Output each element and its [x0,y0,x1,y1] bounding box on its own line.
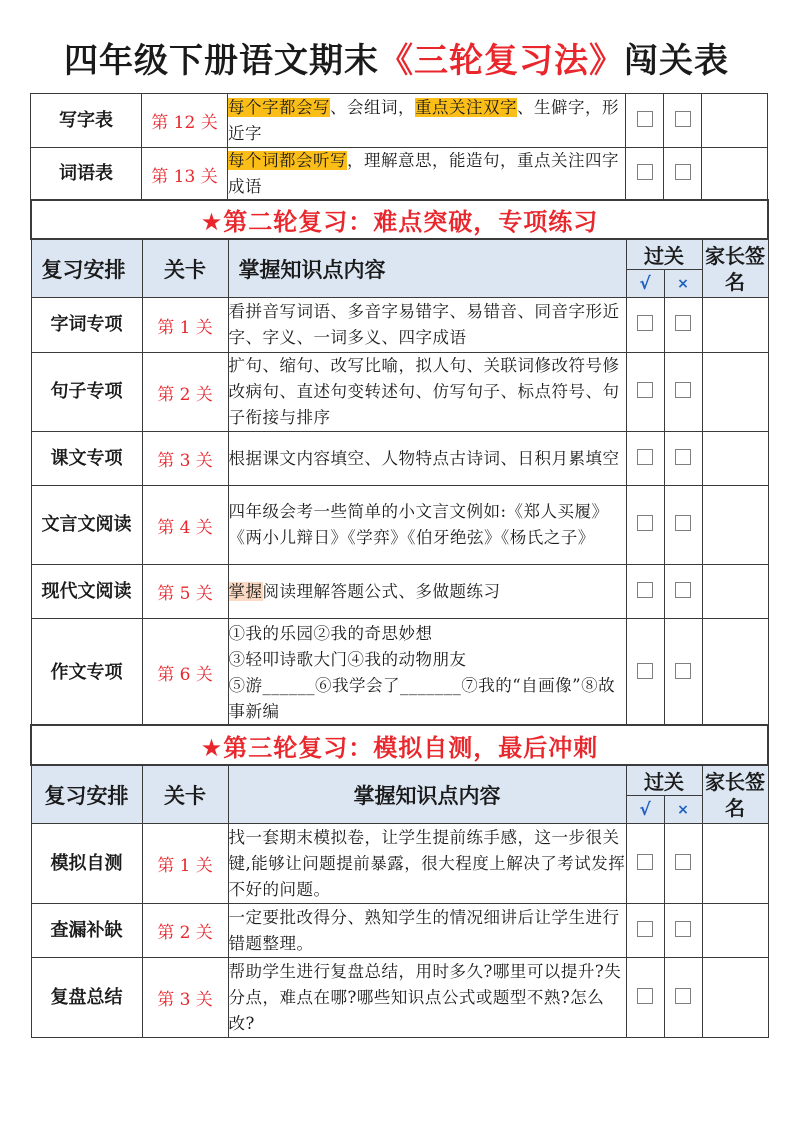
content-text: 看拼音写词语、多音字易错字、易错音、同音字形近字、字义、一词多义、四字成语 [228,302,620,347]
content-cell [228,904,626,958]
fail-checkbox[interactable] [675,449,691,465]
fail-checkbox-cell [664,565,702,619]
pass-checkbox[interactable] [637,315,653,331]
content-text: 找一套期末模拟卷，让学生提前练手感，这一步很关键,能够让问题提前暴露，很大程度上解决了考试发挥不好的问题。 [228,827,626,899]
header-arrange: 复习安排 [31,239,142,298]
pass-checkbox[interactable] [637,449,653,465]
content-text: 四年级会考一些简单的小文言文例如:《郑人买履》《两小儿辩日》《学弈》《伯牙绝弦》《杨氏之子》 [228,502,609,547]
fail-checkbox-cell [664,904,702,958]
header-no: × [664,796,702,824]
header-content: 掌握知识点内容 [228,765,626,824]
level-cell: 第 3 关 [142,958,228,1038]
parent-signature-cell[interactable] [702,486,768,565]
highlighted-text: 重点关注双字 [415,97,517,117]
content-text: 扩句、缩句、改写比喻，拟人句、关联词修改符号修改病句、直述句变转述句、仿写句子、标点符号、句子衔接与排序 [228,356,620,427]
pass-checkbox-cell [626,298,664,353]
header-ok: √ [626,796,664,824]
parent-signature-cell[interactable] [702,958,768,1038]
arrange-cell: 作文专项 [31,619,142,727]
fail-checkbox-cell [664,486,702,565]
highlighted-text: 每个字都会写 [228,97,330,117]
header-level: 关卡 [142,239,228,298]
arrange-cell: 模拟自测 [31,824,142,904]
fail-checkbox-cell [664,432,702,486]
level-cell: 第 4 关 [142,486,228,565]
table-row [31,904,768,958]
pass-checkbox-cell [626,148,664,201]
pass-checkbox-cell [626,94,664,148]
round2-table [30,199,769,727]
content-text: 帮助学生进行复盘总结，用时多久?哪里可以提升?失分点，难点在哪?哪些知识点公式或题型不熟?怎么改? [228,961,622,1033]
header-arrange: 复习安排 [31,765,142,824]
header-ok: √ [626,270,664,298]
arrange-cell: 现代文阅读 [31,565,142,619]
round3-banner: ★第三轮复习：模拟自测，最后冲刺 [31,725,768,765]
parent-signature-cell[interactable] [702,824,768,904]
arrange-cell: 文言文阅读 [31,486,142,565]
content-cell [228,148,626,201]
round1-table [30,93,768,201]
parent-signature-cell[interactable] [702,353,768,432]
fail-checkbox-cell [664,353,702,432]
parent-signature-cell[interactable] [702,432,768,486]
arrange-cell: 句子专项 [31,353,142,432]
level-cell: 第 2 关 [142,353,228,432]
title-prefix: 四年级下册语文期末 [64,41,379,81]
content-cell [228,619,626,727]
parent-signature-cell[interactable] [702,298,768,353]
arrange-cell: 字词专项 [31,298,142,353]
table-row [31,148,768,201]
table-row [31,824,768,904]
pass-checkbox[interactable] [637,582,653,598]
level-cell: 第 2 关 [142,904,228,958]
fail-checkbox[interactable] [675,582,691,598]
fail-checkbox-cell [664,148,702,201]
content-cell [228,432,626,486]
pass-checkbox[interactable] [637,515,653,531]
header-level: 关卡 [142,765,228,824]
pass-checkbox[interactable] [637,921,653,937]
header-no: × [664,270,702,298]
pass-checkbox-cell [626,565,664,619]
table-row [31,353,768,432]
content-text: ，理解意思，能造句，重点关注四字成语 [228,151,619,196]
title-suffix: 闯关表 [624,41,729,81]
arrange-cell: 复盘总结 [31,958,142,1038]
fail-checkbox[interactable] [675,663,691,679]
pass-checkbox[interactable] [637,854,653,870]
fail-checkbox-cell [664,958,702,1038]
pass-checkbox[interactable] [637,988,653,1004]
table-row [31,94,768,148]
pass-checkbox[interactable] [637,164,653,180]
round3-table [30,724,769,1038]
arrange-cell: 查漏补缺 [31,904,142,958]
fail-checkbox[interactable] [675,111,691,127]
content-cell [228,298,626,353]
fail-checkbox[interactable] [675,382,691,398]
level-cell: 第 12 关 [142,94,228,148]
fail-checkbox-cell [664,619,702,727]
pass-checkbox-cell [626,904,664,958]
fail-checkbox-cell [664,94,702,148]
table-row [31,432,768,486]
highlighted-text: 每个词都会听写 [228,151,347,170]
parent-signature-cell[interactable] [702,565,768,619]
parent-signature-cell[interactable] [702,904,768,958]
content-text: ⑤游______⑥我学会了_______⑦我的“自画像”⑧故事新编 [228,675,616,721]
pass-checkbox-cell [626,486,664,565]
content-cell [228,565,626,619]
pass-checkbox[interactable] [637,382,653,398]
content-text: ①我的乐园②我的奇思妙想 [228,623,433,643]
content-text: 阅读理解答题公式、多做题练习 [262,581,501,601]
table-row [31,486,768,565]
level-cell: 第 6 关 [142,619,228,727]
header-sign: 家长签名 [702,765,768,824]
header-sign: 家长签名 [702,239,768,298]
fail-checkbox-cell [664,824,702,904]
content-cell [228,486,626,565]
level-cell: 第 3 关 [142,432,228,486]
pass-checkbox[interactable] [637,111,653,127]
content-text: ③轻叩诗歌大门④我的动物朋友 [228,649,467,669]
content-cell [228,824,626,904]
level-cell: 第 5 关 [142,565,228,619]
page-title [0,36,793,86]
title-highlight: 《三轮复习法》 [379,41,624,81]
content-text: 、生僻字，形近字 [228,97,619,143]
table-row [31,619,768,727]
round2-banner: ★第二轮复习：难点突破，专项练习 [31,200,768,239]
level-cell: 第 1 关 [142,298,228,353]
parent-signature-cell[interactable] [702,94,768,148]
header-content: 掌握知识点内容 [228,239,626,298]
header-pass: 过关 [626,765,702,796]
header-pass: 过关 [626,239,702,270]
fail-checkbox-cell [664,298,702,353]
table-row [31,298,768,353]
level-cell: 第 1 关 [142,824,228,904]
table-row [31,565,768,619]
content-text: 根据课文内容填空、人物特点古诗词、日积月累填空 [228,448,620,468]
pass-checkbox-cell [626,958,664,1038]
pass-checkbox-cell [626,619,664,727]
fail-checkbox[interactable] [675,921,691,937]
fail-checkbox[interactable] [675,164,691,180]
content-cell [228,353,626,432]
parent-signature-cell[interactable] [702,619,768,727]
content-text: 、会组词， [330,97,415,117]
arrange-cell: 课文专项 [31,432,142,486]
table-row [31,958,768,1038]
content-text: 一定要批改得分、熟知学生的情况细讲后让学生进行错题整理。 [228,907,620,953]
fail-checkbox[interactable] [675,515,691,531]
pass-checkbox-cell [626,353,664,432]
fail-checkbox[interactable] [675,988,691,1004]
arrange-cell: 写字表 [31,94,142,148]
pass-checkbox-cell [626,432,664,486]
fail-checkbox[interactable] [675,315,691,331]
parent-signature-cell[interactable] [702,148,768,201]
highlighted-text: 掌握 [228,581,263,601]
fail-checkbox[interactable] [675,854,691,870]
level-cell: 第 13 关 [142,148,228,201]
arrange-cell: 词语表 [31,148,142,201]
pass-checkbox[interactable] [637,663,653,679]
pass-checkbox-cell [626,824,664,904]
content-cell [228,958,626,1038]
content-cell [228,94,626,148]
